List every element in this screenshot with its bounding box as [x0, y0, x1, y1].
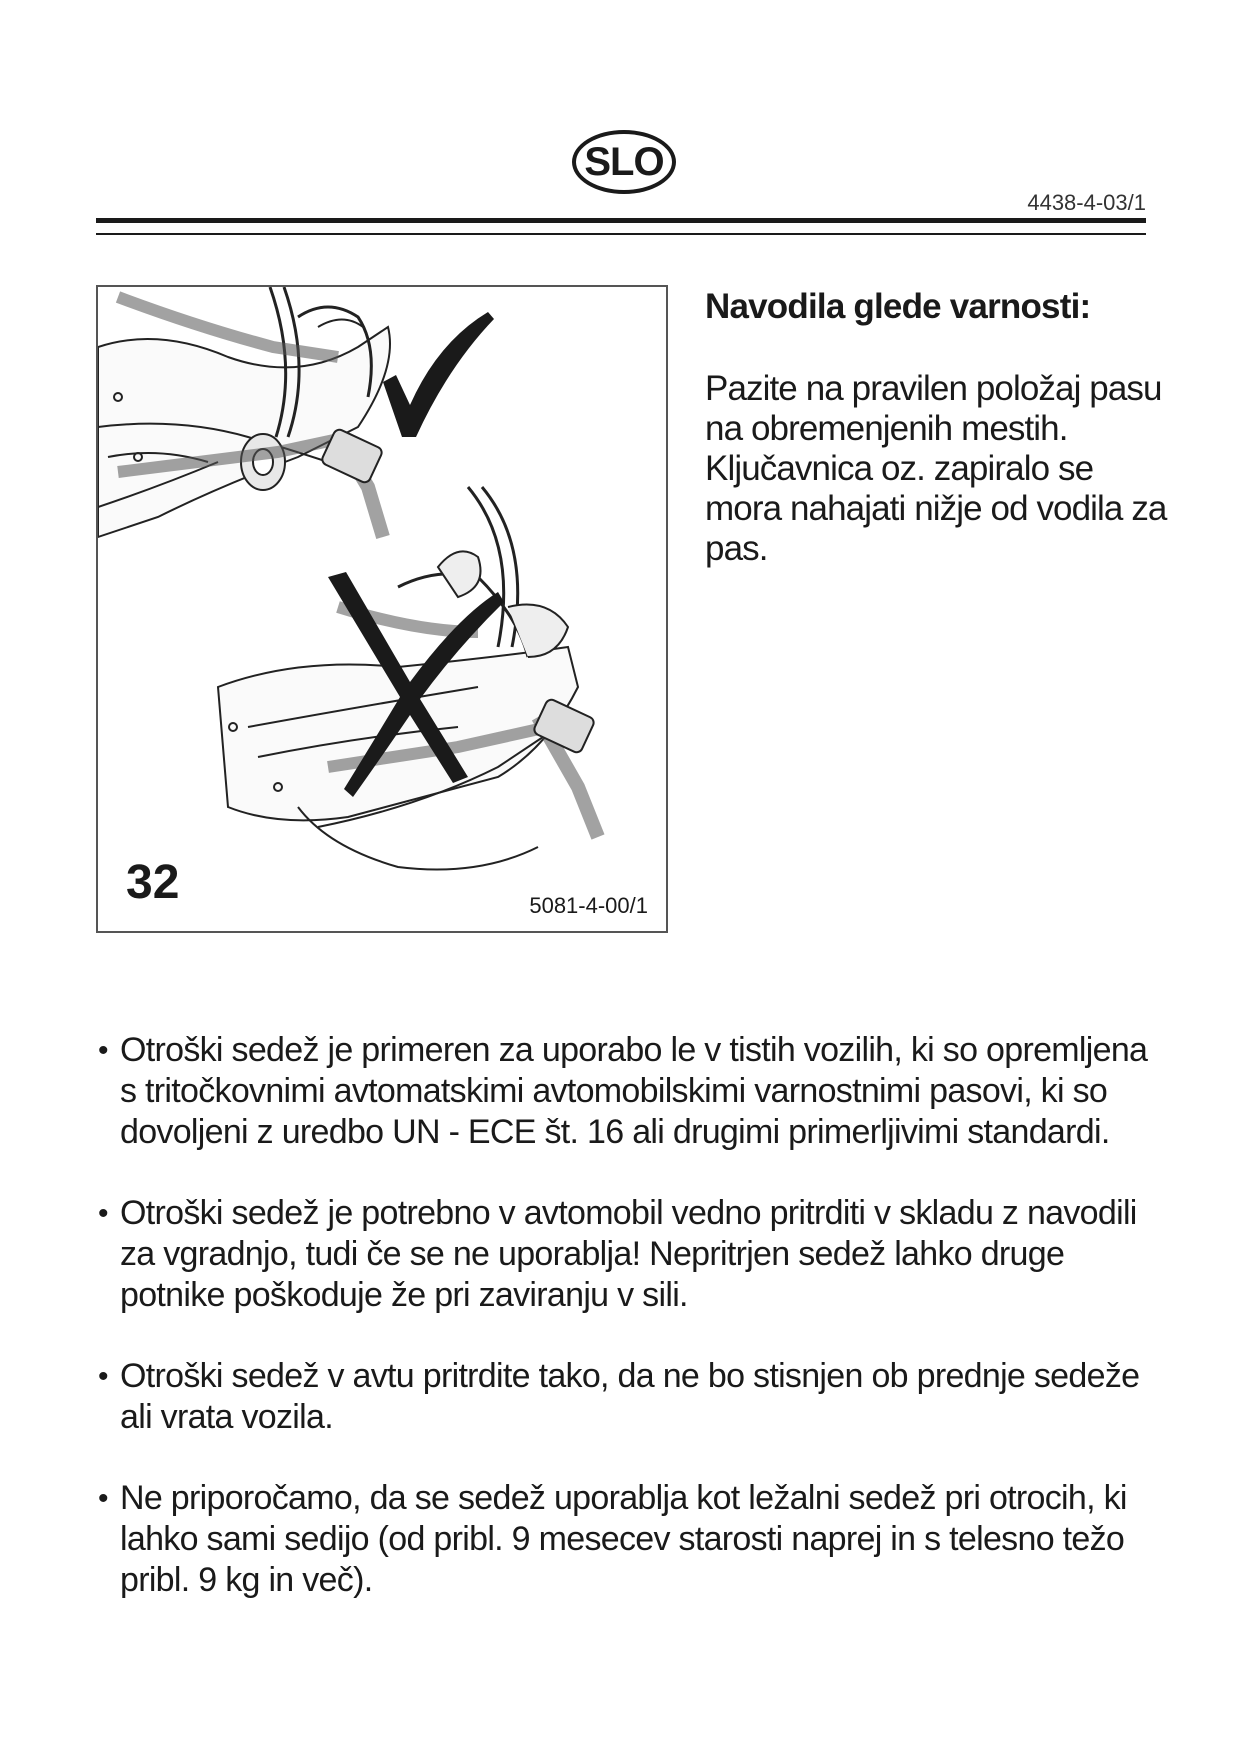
document-code: 4438-4-03/1 — [1027, 190, 1146, 215]
bullet-icon: • — [98, 1360, 108, 1393]
safety-bullet-list — [98, 1030, 1158, 1641]
bullet-icon: • — [98, 1197, 108, 1230]
bullet-text: Ne priporočamo, da se sedež uporablja kot ležalni sedež pri otrocih, ki lahko sami sedijo (od pribl. 9 mesecev starosti naprej in s telesno težo pribl. 9 kg in več). — [120, 1479, 1127, 1599]
bullet-text: Otroški sedež je potrebno v avtomobil vedno pritrditi v skladu z navodili za vgradnjo, tudi če se ne uporablja! Nepritrjen sedež lahko druge potnike poškoduje že pri zaviranju v sili. — [120, 1194, 1137, 1314]
bullet-text: Otroški sedež je primeren za uporabo le v tistih vozilih, ki so opremljena s tritočkovnimi avtomatskimi avtomobilskimi varnostnimi pasovi, ki so dovoljeni z uredbo UN - ECE št. 16 ali drugimi primerljivimi standardi. — [120, 1031, 1148, 1151]
figure-number: 32 — [126, 856, 180, 909]
header-rule-thick — [96, 218, 1146, 223]
correct-seat-drawing — [98, 287, 390, 537]
safety-title: Navodila glede varnosti: — [705, 287, 1091, 326]
incorrect-seat-drawing — [218, 487, 598, 870]
figure-code: 5081-4-00/1 — [529, 893, 648, 918]
safety-text: Pazite na pravilen položaj pasu na obremenjenih mestih. Ključavnica oz. zapiralo se mora nahajati nižje od vodila za pas. — [705, 369, 1167, 568]
safety-instructions — [705, 285, 1175, 569]
list-item — [98, 1030, 1158, 1153]
list-item — [98, 1193, 1158, 1316]
bullet-icon: • — [98, 1034, 108, 1067]
figure-illustration — [98, 287, 668, 933]
bullet-text: Otroški sedež v avtu pritrdite tako, da ne bo stisnjen ob prednje sedeže ali vrata vozila. — [120, 1357, 1140, 1436]
list-item — [98, 1356, 1158, 1438]
check-icon — [383, 312, 494, 437]
belt-position-figure — [96, 285, 668, 933]
header-rule-thin — [96, 233, 1146, 235]
language-badge: SLO — [572, 130, 676, 194]
list-item — [98, 1478, 1158, 1601]
bullet-icon: • — [98, 1482, 108, 1515]
